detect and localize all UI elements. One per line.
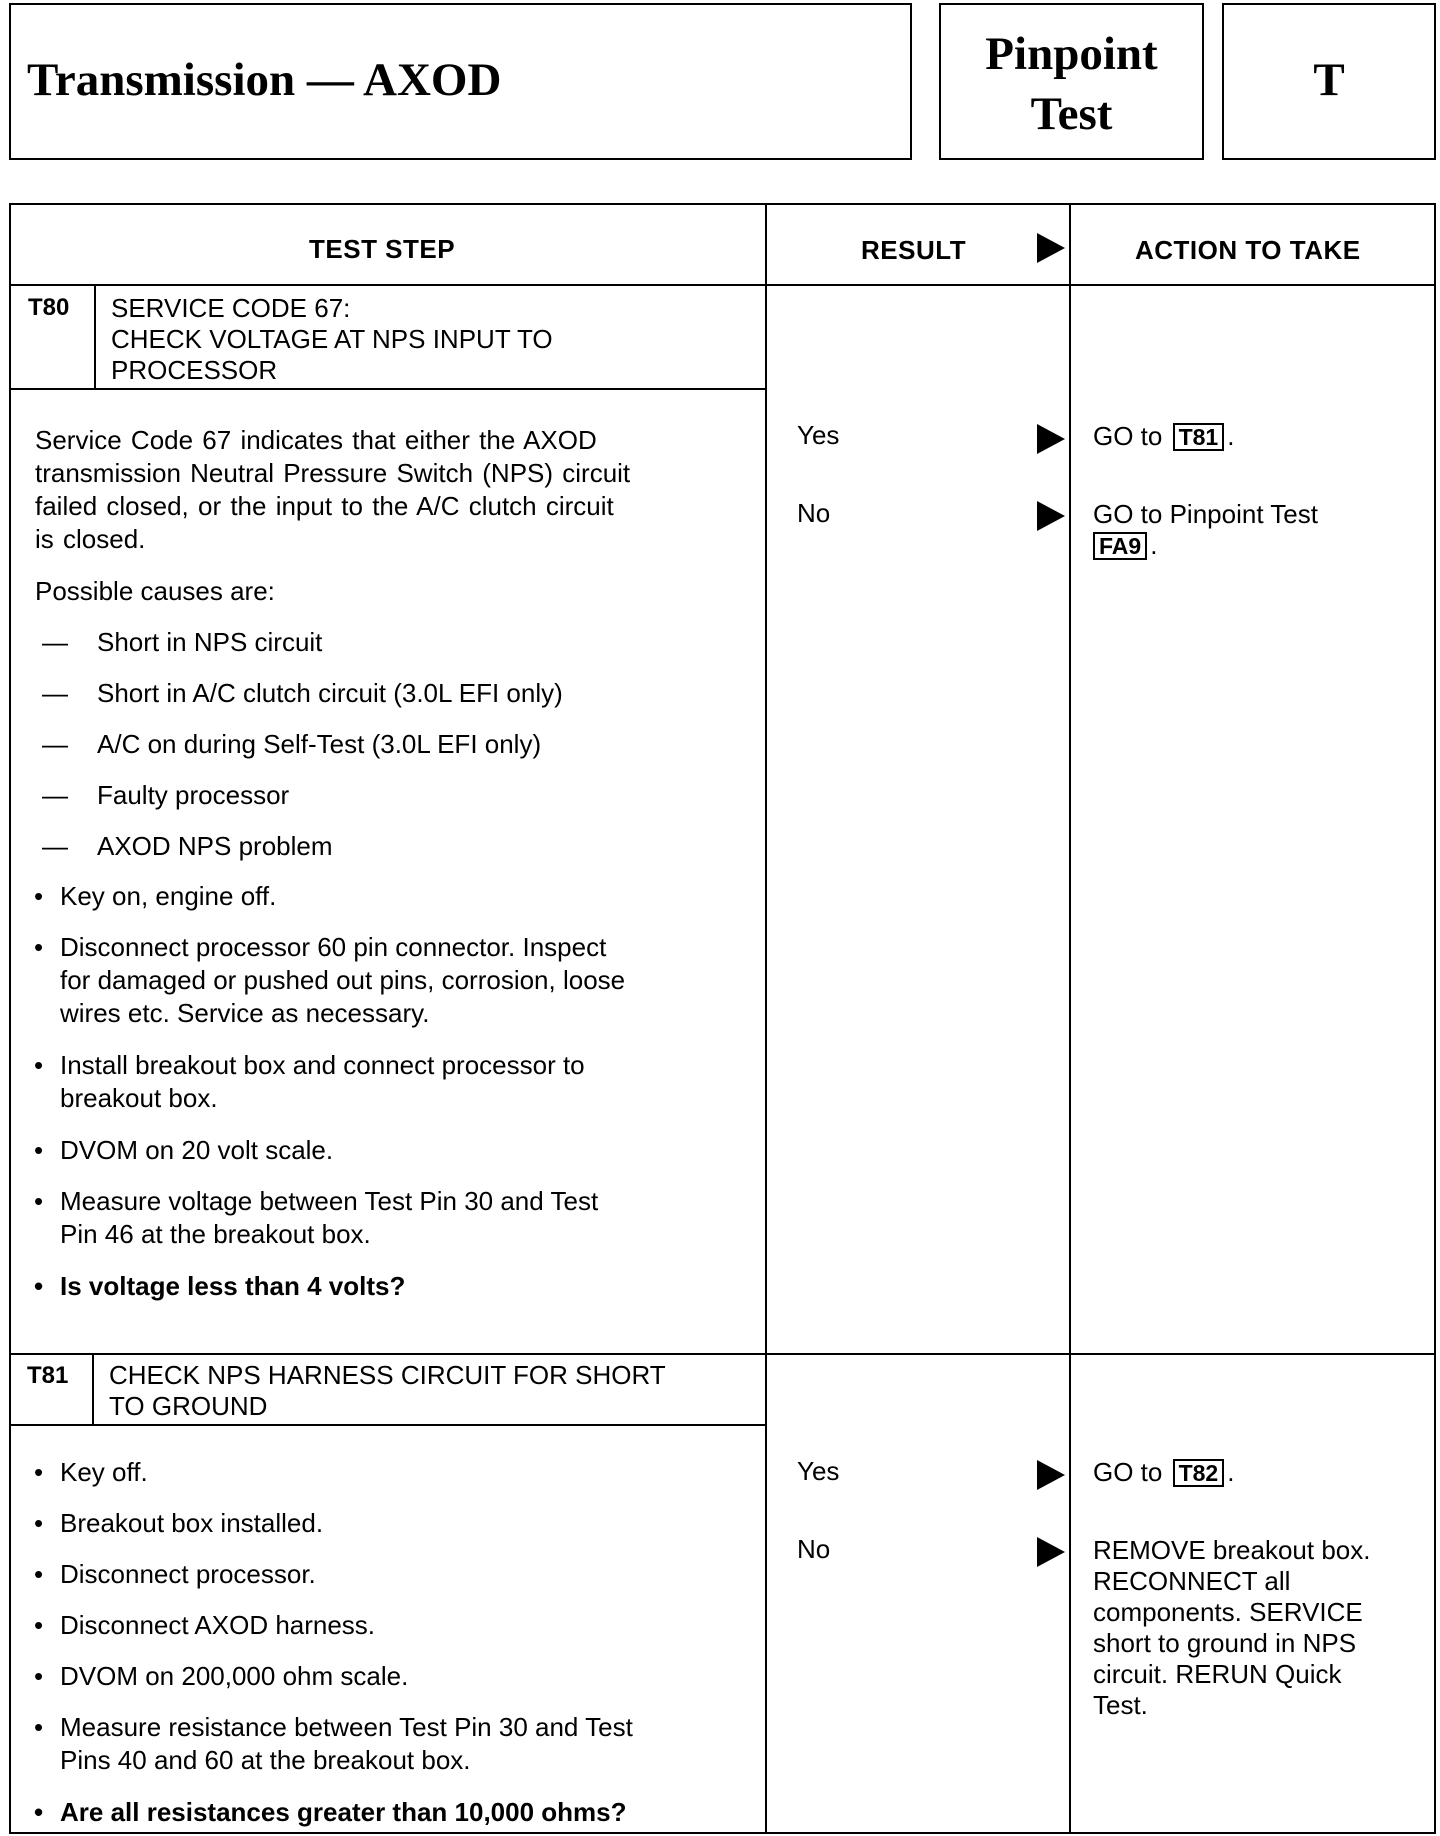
result-header: RESULT — [861, 235, 967, 265]
result-arrow-icon — [1037, 233, 1065, 263]
result-arrow-icon — [1037, 1537, 1065, 1567]
test-label: Test — [1030, 88, 1113, 140]
result-arrow-icon — [1037, 424, 1065, 454]
step-reference-link[interactable]: T82 — [1173, 1459, 1225, 1487]
step-title: SERVICE CODE 67: CHECK VOLTAGE AT NPS INPUT TO PROCESSOR — [111, 293, 553, 385]
title-box — [9, 3, 912, 160]
result-no-label: No — [797, 1534, 831, 1564]
step-id: T80 — [28, 294, 70, 321]
step-description: Service Code 67 indicates that either the AXOD transmission Neutral Pressure Switch (NPS) circuit failed closed, or the input to the A/C clutch circuit is closed. — [35, 425, 631, 554]
section-letter: T — [1313, 54, 1345, 106]
result-no-label: No — [797, 498, 831, 528]
step-title: CHECK NPS HARNESS CIRCUIT FOR SHORT TO GROUND — [109, 1360, 666, 1421]
action-no: REMOVE breakout box. RECONNECT all components. SERVICE short to ground in NPS circuit. RERUN Quick Test. — [1093, 1535, 1371, 1720]
action-yes: GO to T81 . — [1093, 421, 1235, 451]
action-header: ACTION TO TAKE — [1135, 235, 1361, 265]
result-yes-label: Yes — [797, 420, 840, 450]
step-reference-link[interactable]: T81 — [1173, 423, 1225, 451]
pinpoint-label: Pinpoint — [985, 28, 1158, 80]
step-reference-link[interactable]: FA9 — [1093, 532, 1147, 560]
step-id: T81 — [27, 1362, 69, 1389]
page-title: Transmission — AXOD — [27, 54, 502, 106]
causes-label: Possible causes are: — [35, 576, 275, 606]
action-no: GO to Pinpoint Test FA9 . — [1093, 499, 1318, 560]
result-arrow-icon — [1037, 501, 1065, 531]
action-yes: GO to T82 . — [1093, 1457, 1235, 1487]
pinpoint-test-box — [939, 3, 1204, 160]
result-arrow-icon — [1037, 1460, 1065, 1490]
result-yes-label: Yes — [797, 1456, 840, 1486]
section-letter-box — [1222, 3, 1436, 160]
test-step-header: TEST STEP — [309, 234, 456, 264]
